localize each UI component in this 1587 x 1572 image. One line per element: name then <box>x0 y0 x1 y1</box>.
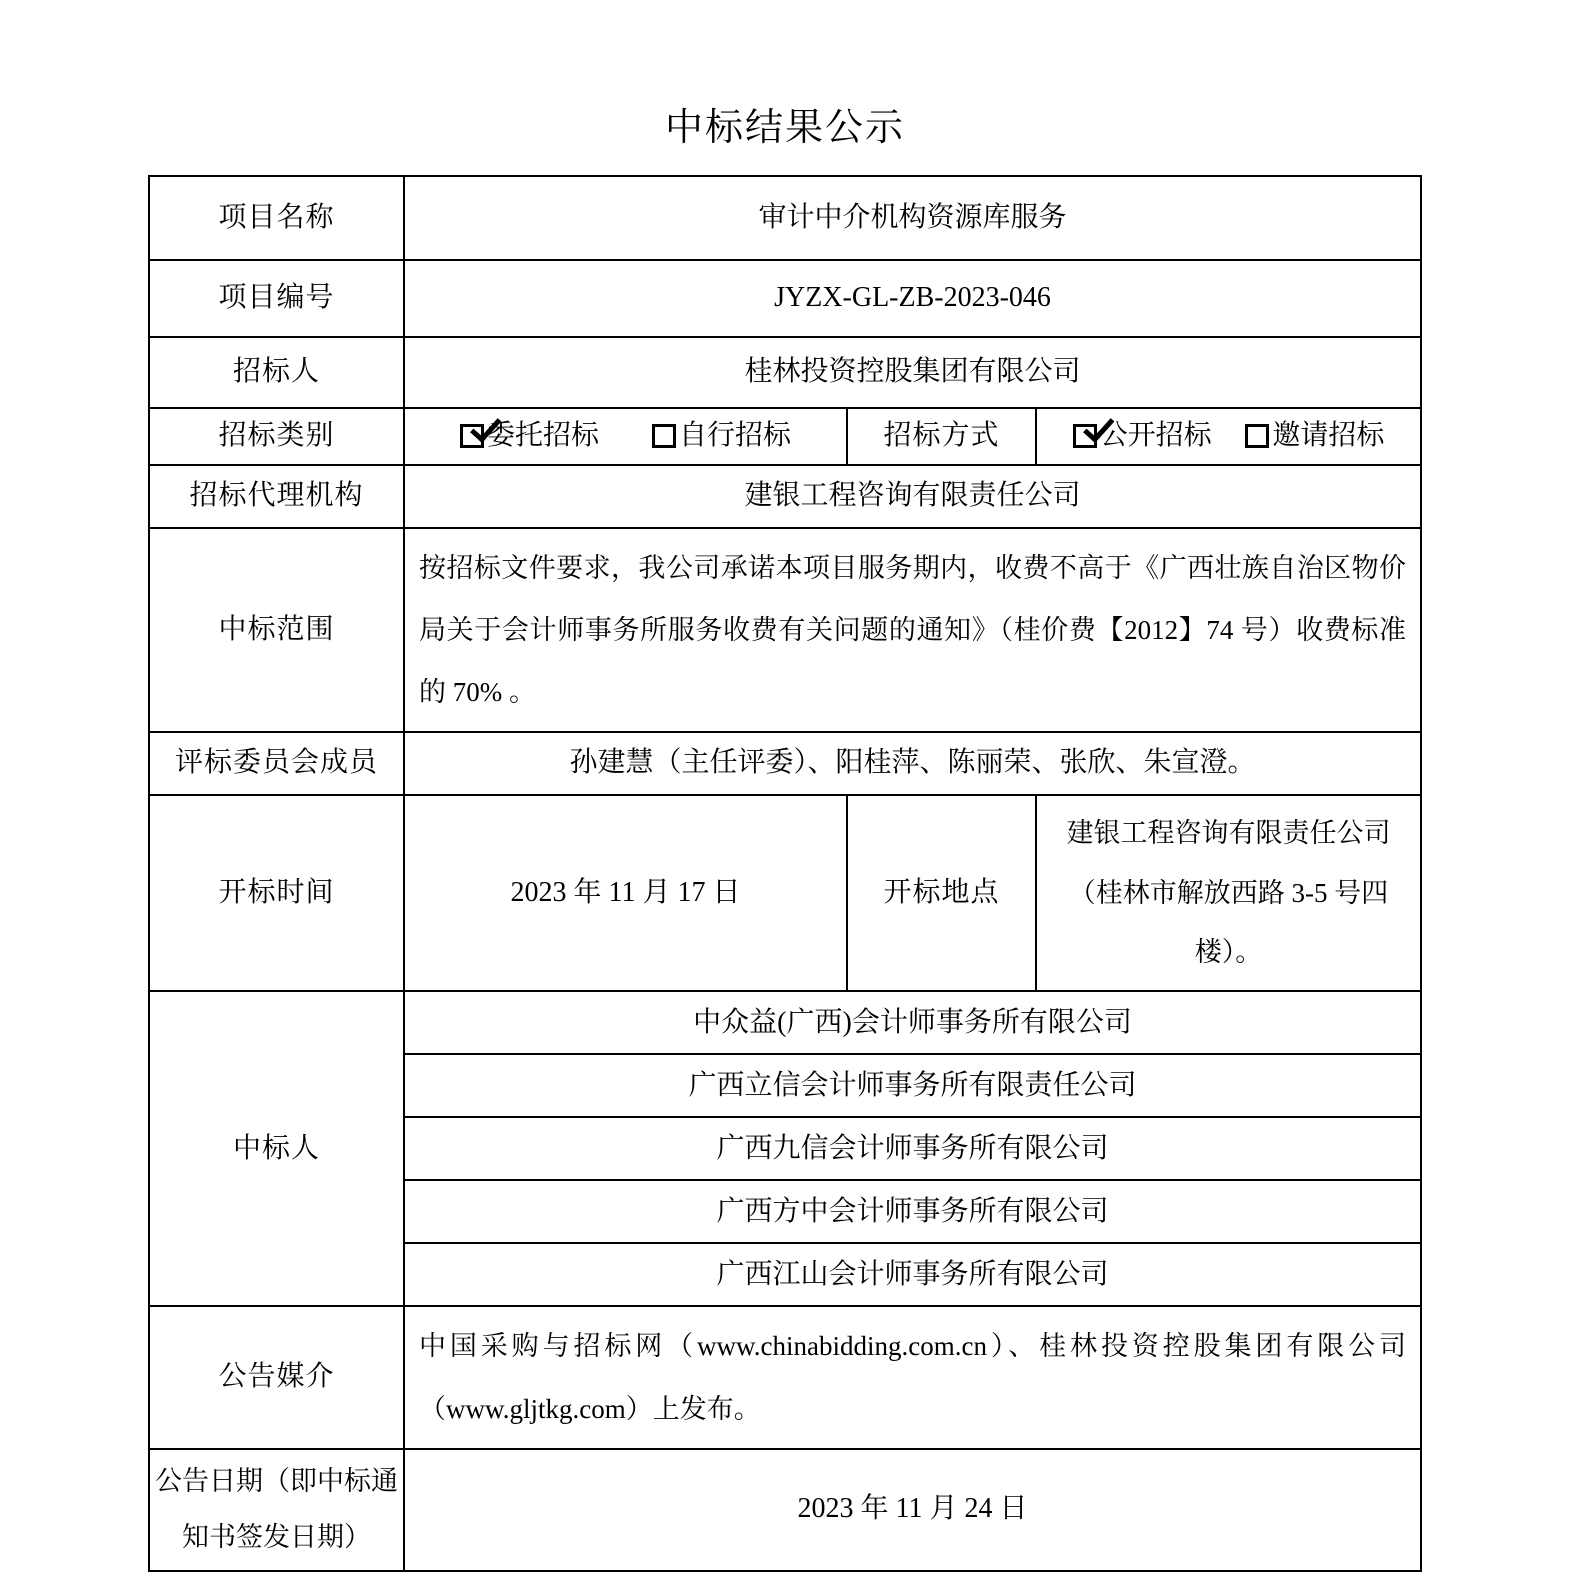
opening-time-label: 开标时间 <box>149 795 404 991</box>
page-title: 中标结果公示 <box>664 105 905 149</box>
option-open-tender <box>1073 414 1212 459</box>
row-media <box>149 1306 1421 1448</box>
tenderer-value: 桂林投资控股集团有限公司 <box>404 337 1421 408</box>
winners-label: 中标人 <box>149 991 404 1306</box>
opening-time-value: 2023 年 11 月 17 日 <box>404 795 847 991</box>
project-name-label: 项目名称 <box>149 176 404 260</box>
winner-company: 中众益(广西)会计师事务所有限公司 <box>404 991 1421 1054</box>
announce-date-value: 2023 年 11 月 24 日 <box>404 1449 1421 1571</box>
project-no-label: 项目编号 <box>149 260 404 337</box>
option-self-tender <box>652 414 791 459</box>
option-label: 邀请招标 <box>1272 420 1385 452</box>
opening-place-label: 开标地点 <box>847 795 1036 991</box>
option-label: 委托招标 <box>486 420 599 452</box>
option-label: 公开招标 <box>1099 420 1212 452</box>
row-opening <box>149 795 1421 991</box>
media-label: 公告媒介 <box>149 1306 404 1448</box>
option-label: 自行招标 <box>678 420 791 452</box>
result-table <box>148 175 1422 1572</box>
tender-category-options <box>404 408 847 465</box>
row-agency <box>149 465 1421 528</box>
scope-label: 中标范围 <box>149 528 404 732</box>
opening-place-value: 建银工程咨询有限责任公司（桂林市解放西路 3-5 号四楼）。 <box>1036 795 1421 991</box>
row-announce-date <box>149 1449 1421 1571</box>
agency-label: 招标代理机构 <box>149 465 404 528</box>
committee-value: 孙建慧（主任评委）、阳桂萍、陈丽荣、张欣、朱宣澄。 <box>404 732 1421 795</box>
media-value: 中国采购与招标网（www.chinabidding.com.cn）、桂林投资控股集团有限公司（www.gljtkg.com）上发布。 <box>404 1306 1421 1448</box>
checkbox-unchecked-icon <box>652 424 676 448</box>
announce-date-label: 公告日期（即中标通知书签发日期） <box>149 1449 404 1571</box>
tender-method-label: 招标方式 <box>847 408 1036 465</box>
row-committee <box>149 732 1421 795</box>
tender-method-options <box>1036 408 1421 465</box>
committee-label: 评标委员会成员 <box>149 732 404 795</box>
option-entrusted-tender <box>460 414 599 459</box>
announcement-document <box>148 96 1422 1572</box>
project-no-value: JYZX-GL-ZB-2023-046 <box>404 260 1421 337</box>
row-project-no <box>149 260 1421 337</box>
row-tenderer <box>149 337 1421 408</box>
tender-category-label: 招标类别 <box>149 408 404 465</box>
checkbox-checked-icon <box>1073 424 1097 448</box>
row-tender-category <box>149 408 1421 465</box>
row-project-name <box>149 176 1421 260</box>
checkbox-checked-icon <box>460 424 484 448</box>
option-invited-tender <box>1245 414 1384 459</box>
agency-value: 建银工程咨询有限责任公司 <box>404 465 1421 528</box>
row-scope <box>149 528 1421 732</box>
checkbox-unchecked-icon <box>1245 424 1269 448</box>
row-winner <box>149 991 1421 1054</box>
tenderer-label: 招标人 <box>149 337 404 408</box>
winner-company: 广西方中会计师事务所有限公司 <box>404 1180 1421 1243</box>
project-name-value: 审计中介机构资源库服务 <box>404 176 1421 260</box>
winner-company: 广西立信会计师事务所有限责任公司 <box>404 1054 1421 1117</box>
scope-value: 按招标文件要求，我公司承诺本项目服务期内，收费不高于《广西壮族自治区物价局关于会计师事务所服务收费有关问题的通知》（桂价费【2012】74 号）收费标准的 70% 。 <box>404 528 1421 732</box>
winner-company: 广西九信会计师事务所有限公司 <box>404 1117 1421 1180</box>
winner-company: 广西江山会计师事务所有限公司 <box>404 1243 1421 1306</box>
